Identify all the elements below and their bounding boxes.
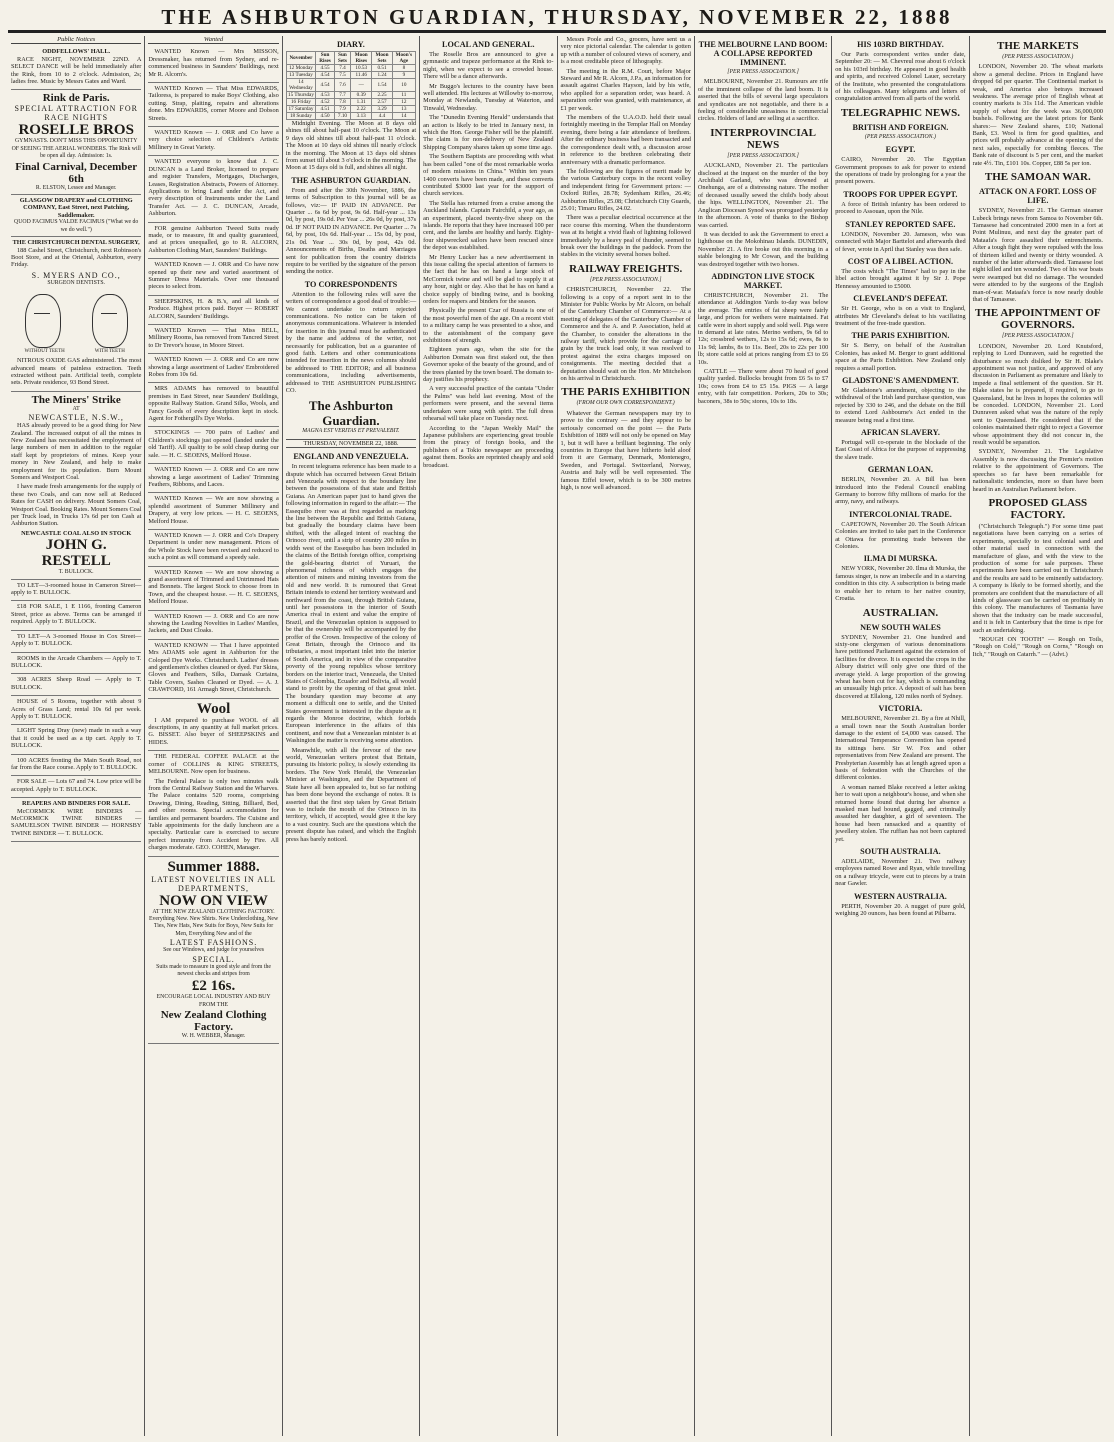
governors-heading: THE APPOINTMENT OF GOVERNORS. <box>974 307 1101 332</box>
ad-subheading: LATEST FASHIONS. <box>169 938 258 948</box>
news-text: BERLIN, November 20. A Bill has been introduced into the Federal Council enabling Germany to borrow fifty millions of marks for the army, navy, and railways. <box>835 476 966 506</box>
birthday-heading: HIS 103RD BIRTHDAY. <box>857 40 944 49</box>
diary-cell: 4.53 <box>316 92 335 99</box>
ad-text: 100 ACRES fronting the Main South Road, not far from the Race course. Apply to T. BULLOCK. <box>11 756 142 771</box>
ad-miners-strike <box>11 392 141 580</box>
news-paragraph: The following are the figures of merit made by the various Canterbury corps in the recent volley and independent firing for Government prizes: — Oxford Rifles, 28.78; Sydenham Rifles, 26.46; Ashburton Rifles, 25.08; Christchurch City Guards, 25.01; Timaru Rifles, 24.02. <box>560 167 691 212</box>
news-text: Mr Gladstone's amendment, objecting to the withdrawal of the Irish land purchase question, was rejected by 330 to 246, and the debate on the Bill to extend Lord Ashbourne's Act ended in the measure being read a first time. <box>835 386 966 424</box>
terms-heading: THE ASHBURTON GUARDIAN. <box>291 175 411 185</box>
ad-text: AT THE NEW ZEALAND CLOTHING FACTORY. <box>152 908 275 915</box>
ad-rooms <box>11 653 141 675</box>
news-text: Portugal will co-operate in the blockade of the East Coast of Africa for the purpose of suppressing the slave trade. <box>835 439 966 461</box>
diary-cell: 4.50 <box>316 113 335 120</box>
correspondents-text: Attention to the following rules will save the writers of correspondence a good deal of trouble:— We cannot undertake to return rejected communications. No notice can be taken of anonymous communications. Whatever is intended for insertion in this journal must be authenticated by the name and address of the writer, not necessarily for publication, but as a guarantee of good faith. Letters and other communications intended for insertion in the news columns should be addressed to THE EDITOR; and all business communications, including advertisements, addressed to THE ASHBURTON PUBLISHING CO. <box>285 290 417 394</box>
diary-body <box>286 65 415 120</box>
ad-text: NITROUS OXIDE GAS administered. The most advanced means of painless extraction. Teeth extracted without pain. Artificial teeth, complete sets. Private residence, 93 Bond Street. <box>11 357 142 387</box>
diary-row <box>286 72 415 79</box>
ad-heading: GLASGOW DRAPERY and CLOTHING COMPANY, East Street, next Patching, Saddlemaker. <box>19 197 133 219</box>
news-text: ADELAIDE, November 21. Two railway employees named Rowe and Ryan, while travelling on a railway tricycle, were cut to pieces by a train near Gawler. <box>835 858 966 888</box>
diary-cell: 7.10 <box>334 113 350 120</box>
news-text: MELBOURNE, November 21. By a fire at Nhill, a small town near the South Australian border damage to the extent of £4,000 was caused. The International Temperance Convention has opened its sittings here. Sir W. Fox and other representatives from New Zealand are present. The Presbyterian Assembly has at length agreed upon a basis of federation with the Churches of the different colonies. <box>835 715 966 782</box>
ad-text: 308 ACRES Sheep Road — Apply to T. BULLOCK. <box>11 676 142 691</box>
leader-text: In recent telegrams reference has been made to a dispute which has occurred between Great Britain and Venezuela with respect to the boundary line between the possessions of that state and British Guiana. An American paper just to hand gives the following information in regard to the affair:— The Essequibo river was at first regarded as marking the line between the Republic and British Guiana, but gradually the boundary claims have been shifted, with the alleged intent of reaching the Orinoco river, until a strip of country 200 miles in width west of the Essequibo has been included in the claims of the British foreign office, comprising the gold-bearing district of Yuruari, the phenomenal richness of which engages the attention of miners and mining investors from the old and new world. It is rumoured that Great Britain intends to extend her territory westward and northward from the coast, through British Guiana, until her possessions in the interior of South America rival in extent and value the empire of Brazil, and the Venezuelan opinion is supposed to be that the ownership will be accompanied by the proffer of the Crown. Irrespective of the colony of Great Britain, through the Orinoco and its tributaries, a most important inlet into the interior of South America, and in view of the comparative poverty of the young republics whose territory borders on the interior tract, Venezuela, the United States of Colombia, Ecuador and Bolivia, all would stand to profit by the opening of that great inlet. The boundary question may become at any moment a difficult one to settle, and the United States government is interested in the dispute as it regards the Monroe doctrine, which forbids European interference in the affairs of this continent, and now that a Venezuelan minister is at Washington the matter is receiving some attention. <box>285 463 417 745</box>
news-paragraph: Physically the present Czar of Russia is one of the most powerful men of the age. On a recent visit to a military camp he was presented to a shoe, and to the astonishment of the company gave exhibitions of strength. <box>423 307 554 345</box>
ad-text: WANTED KNOWN — That I have appointed Mrs ADAMS sole agent in Ashburton for the Coloped Dye Works. Christchurch. Ladies' dresses and gentlemen's clothes cleaned or dyed. Fur Skins, Gloves and Feathers, Silks, Damask Curtains, Table Covers, Sashes Cleaned or Dyed. — A. J. CRAWFORD, 161 Armagh Street, Christchurch. <box>148 641 279 694</box>
diary-cell: — <box>351 79 372 92</box>
governors-text: LONDON, November 20. Lord Knutsford, replying to Lord Dunraven, said he regretted the disturbance so much disliked by Sir H. Blake's appointment was not justice, and approved of any discussion in Parliament as premature and likely to impede a final settlement of the question. Sir H. Blake states he is prepared, if required, to go to Queensland, but he lives in hopes the colonies will be conceded. LONDON, November 21. Lord Dunraven asked what was the nature of the reply sent to Queensland. He considered that if the colonies maintained their right to reject a Governor whose appointment they did not concur in, the result would be separation. <box>972 342 1103 447</box>
paris-text: Whatever the German newspapers may try to prove to the contrary — and they appear to be seriously concerned on the point — the Paris Exhibition of 1889 will not only be opened on May 1, but it will have a brilliant beginning. The only countries in Europe that have hitherto held aloof from it are Germany, Denmark, Montenegro, Sweden, and Portugal. Switzerland, Norway, Austria and Italy will be well represented. The famous Eiffel tower, which is to be 300 metres high, is now well advanced. <box>560 409 691 491</box>
news-text: SYDNEY, November 21. One hundred and sixty-one clergymen of various denominations have petitioned Parliament against the extension of facilities for divorce. It is expected the crops in the Albury district will only give one third of the average yield. A large proportion of the growing wheat has been cut for hay, which is commanding an unusually high price. A deposit of salt has been discovered at Ellalong, 120 miles north of Sydney. <box>835 633 966 700</box>
ad-text: HOUSE of 5 Rooms, together with about 9 Acres of Grass Land; rental 10s 6d per week. Apply to T. BULLOCK. <box>11 698 142 720</box>
diary-cell: 2.57 <box>372 99 392 106</box>
ad-text: Everything New. New Shirts. New Underclothing, New Ties, New Hats, New Suits for Boys, New Suits for Men, Everything New and of the <box>148 915 279 937</box>
governors-sub: [PER PRESS ASSOCIATION.] <box>1001 333 1074 340</box>
ad-text: WANTED Known — That Miss EDWARDS, Tailoress, is prepared to make Boys' Clothing, also cutting. Strap, plaiting, repairs and alterations done. Mrs EDWARDS, corner Moore and Dobson Streets. <box>148 85 279 122</box>
ad-wanted <box>148 127 278 156</box>
ad-text: WANTED Known — Mrs MISSON, Dressmaker, has returned from Sydney, and re-commenced business in Saunders' Buildings, next Mr R. Alcorn's. <box>148 48 279 78</box>
ad-text: See our Windows, and judge for yourselves <box>163 947 265 954</box>
ad-text: ENCOURAGE LOCAL INDUSTRY AND BUY FROM THE <box>156 994 271 1008</box>
ad-text: W. H. WEBBER, Manager. <box>181 1033 246 1040</box>
diary-cell: 7.8 <box>334 99 350 106</box>
diary-cell: 10.53 <box>351 65 372 72</box>
leader-heading: ENGLAND AND VENEZUELA. <box>293 452 409 462</box>
ad-wanted <box>148 427 278 464</box>
diary-cell: 16 Friday <box>286 99 315 106</box>
diary-cell: 2.25 <box>372 92 392 99</box>
ad-text: Suits made to measure in good style and from the newest checks and stripes from <box>156 963 271 977</box>
caption: WITH TEETH <box>94 348 125 354</box>
diary-cell: 7.5 <box>334 72 350 79</box>
glass-text: ("Christchurch Telegraph.") For some time past negotiations have been carrying on a series of experiments, specially to test colonial sand and other material used in connection with the manufacture of glass, and with the view to the production of some for sale purposes. These experiments have been carried out in Christchurch and the results are said to be eminently satisfactory. A company is likely to be formed shortly, and the promoters are confident that the manufacture of all kinds of glassware can be carried on profitably in this colony. The manufactures of Tasmania have shown that the industry can be made successful, and it is felt in Canterbury that the time is ripe for such an undertaking. <box>972 522 1103 634</box>
ad-heading: The Miners' Strike <box>31 393 121 406</box>
ad-text: WANTED Known — We are now showing a splendid assortment of Summer Millinery and Drapery, at very low prices. — H. C. SEOENS, Melford House. <box>148 495 279 525</box>
diary-row <box>286 106 415 113</box>
ad-wanted <box>148 46 278 83</box>
ad-heading-large: Summer 1888. <box>167 858 260 875</box>
news-heading: STANLEY REPORTED SAFE. <box>845 219 956 229</box>
news-text: PERTH, November 20. A nugget of pure gold, weighing 20 ounces, has been found at Pilbarra. <box>835 902 966 918</box>
news-heading: ILMA DI MURSKA. <box>863 554 938 564</box>
news-heading: THE PARIS EXHIBITION. <box>851 331 950 341</box>
diary-row <box>286 79 415 92</box>
news-paragraph: The Stella has returned from a cruise among the Auckland Islands. Captain Fairchild, a year ago, as an experiment, placed twenty-five sheep on the islands. He reports that they have increased 100 per cent, and the lambs are healthy and hardy. Eighty-four shipwrecked sailors have been rescued since the depot was established. <box>423 199 554 252</box>
ad-text: T. BULLOCK. <box>58 569 94 576</box>
ad-subheading: SPECIAL ATTRACTION FOR RACE NIGHTS <box>14 104 138 123</box>
diary-cell: 15 Thursday <box>287 92 314 98</box>
ad-wanted <box>148 354 278 383</box>
ad-heading: New Zealand Clothing Factory. <box>160 1009 267 1034</box>
markets-text: LONDON, November 20. The wheat markets show a general decline. Prices in England have dropped 6d per quarter. The Continental market is weak, and America also betrays increased weakness. The average price of English wheat at country markets is 31s 11d. The American visible supply of wheat for the week was 36,000,000 bushels. Following are the latest prices for Bank shares:— New Zealand shares, £10; National Bank, £3. Wool is firm for good qualities, and prices will probably advance at the opening of the next sales, especially for combing fleeces. The Bank rate of discount is 5 per cent, and the market rate 4½. Tin, £101 10s. Copper, £88 5s per ton. <box>972 63 1103 167</box>
news-text: The costs which "The Times" had to pay in the libel action brought against it by Sir J. Pope Hennessy amounted to £5000. <box>835 267 966 290</box>
diary-cell: 3.13 <box>351 113 372 120</box>
diary-cell: 10 <box>392 79 416 92</box>
column-2 <box>145 36 282 1436</box>
news-paragraph: The meeting in the R.M. Court, before Major Steward and Mr R. Alcorn, J.P.s, an information for assault against Charles Hayson, laid by his wife, who applied for a separation order, was heard. A separation order was granted, with maintenance, at £1 per week. <box>560 67 691 112</box>
ad-reapers <box>11 798 141 842</box>
news-text: Sir H. George, who is on a visit to England, attributes Mr Cleveland's defeat to his vacillating treatment of the free-trade question. <box>835 305 966 327</box>
news-heading: EGYPT. <box>885 145 916 155</box>
ad-text: SHEEPSKINS, H. & B.'s, and all kinds of Produce. Highest prices paid. Buyer — ROBERT ALCORN, Saunders' Buildings. <box>148 297 279 320</box>
diary-cell: 0.51 <box>372 65 392 72</box>
ad-heading: NEWCASTLE, N.S.W., <box>28 413 124 423</box>
ad-text: THE FEDERAL COFFEE PALACE at the corner of COLLINS & KING STREETS, MELBOURNE. Now open for business. <box>148 753 279 776</box>
ad-wanted <box>148 83 278 127</box>
news-paragraph: The Roselle Bros are announced to give a gymnastic and trapeze performance at the Rink to-night, when we expect to see a crowded house. There will be a dance afterwards. <box>423 51 554 81</box>
interprovincial-heading: INTERPROVINCIAL NEWS <box>710 126 816 151</box>
diary-cell: 3.29 <box>372 106 392 113</box>
diary-cell: 17 Saturday <box>286 106 315 113</box>
railway-heading: RAILWAY FREIGHTS. <box>569 262 683 275</box>
column-5 <box>558 36 695 1436</box>
ad-text: MRS ADAMS has removed to beautiful premises in East Street, near Saunders' Buildings, opposite Rallway Station. Grand Silks, Wools, and Fancy Goods of every description kept in stock. Agent for Fothergill's Dye Works. <box>148 385 279 423</box>
ad-text: WANTED Known — J. ORR and Co are now showing a large assortment of Ladies' Trimming Feathers, Ribbons, and Laces. <box>148 466 279 488</box>
ad-text: TO LET—3-roomed house in Cameron Street—apply to T. BULLOCK. <box>11 581 142 597</box>
diary-cell: 4.54 <box>316 79 335 92</box>
ad-house <box>11 696 141 725</box>
ad-text: WANTED everyone to know that J. C. DUNCAN is a Land Broker, licensed to prepare and register Transfers, Mortgages, Discharges, Leases, Registration Abstracts, Powers of Attorney. Applications to bring Land under the Act, and every description of Instruments under the Land Transfer Act. — J. C. DUNCAN, Arcade, Ashburton. <box>148 158 279 218</box>
news-heading: VICTORIA. <box>878 704 923 714</box>
ad-heading-large: NOW ON VIEW <box>159 892 268 909</box>
news-text: LONDON, November 20. Jameson, who was connected with Major Barttelot and afterwards died of fever, wrote in April that Stanley was then safe. <box>835 230 966 253</box>
melbourne-sub: [PER PRESS ASSOCIATION.] <box>727 69 799 75</box>
dental-illustration <box>11 289 141 355</box>
diary-cell: 4.51 <box>316 106 335 113</box>
news-paragraph: Messrs Poole and Co., grocers, have sent us a very nice pictorial calendar. The calendar is gotten up with a number of coloured views of scenery, and is a most creditable piece of lithography. <box>560 36 691 66</box>
ad-heading-large: JOHN G. RESTELL <box>41 537 111 570</box>
interprovincial-sub: [PER PRESS ASSOCIATION.] <box>727 152 799 159</box>
news-paragraph: Mr Buggo's lectures to the country have been well attended. His lectures at Willowby to-morrow, Monday at Newlands, Tuesday at Waterton, and Tinwald, Wednesday. <box>423 82 554 112</box>
ad-sale <box>11 601 141 630</box>
diary-heading: DIARY. <box>337 40 365 49</box>
ad-heading: S. MYERS AND CO., <box>31 270 121 280</box>
melbourne-text: MELBOURNE, November 21. Rumours are rife of the imminent collapse of the land boom. It is asserted that the bills of several large speculators and syndicates are not negotiable, and there is a feeling of considerable uneasiness in commercial circles. Holders of land are selling at a sacrifice. <box>697 78 829 123</box>
samoa-sub: ATTACK ON A FORT. LOSS OF LIFE. <box>979 187 1097 206</box>
birthday-text: Our Paris correspondent writes under date, September 20: — M. Chevreul rose about 6 o'clock on his 103rd birthday. He appeared in good health and spirits, and received Colonel Lauer, secretary of the Institute, who presented the congratulations of his colleagues. Many telegrams and letters of congratulation arrived from all parts of the world. <box>835 51 966 103</box>
ad-heading: REAPERS AND BINDERS FOR SALE. <box>22 800 131 808</box>
diary-cell: 4.52 <box>316 99 335 106</box>
diary-cell: 12 <box>392 99 416 106</box>
telegraphic-sub: BRITISH AND FOREIGN. <box>852 122 949 132</box>
diary-column-header: Moon's Age <box>392 52 416 65</box>
diary-cell: 4.54 <box>316 72 335 79</box>
diary-column-header: Moon Sets <box>372 52 392 65</box>
ad-wanted <box>148 296 278 325</box>
ad-acres <box>11 755 141 777</box>
diary-column-header: November <box>286 52 315 65</box>
section-head: Public Notices <box>11 36 141 44</box>
diary-cell: 7.9 <box>334 106 350 113</box>
caption: WITHOUT TEETH <box>24 348 65 354</box>
ad-dental <box>11 237 141 392</box>
ad-coffee-palace <box>148 751 278 856</box>
diary-cell: 18 Sunday <box>286 113 315 120</box>
portrait-with-teeth <box>92 294 128 355</box>
ad-text: FOR SALE — Lots 67 and 74. Low price will be accepted. Apply to T. BULLOCK. <box>11 778 142 793</box>
dateline: THURSDAY, NOVEMBER 22, 1888. <box>286 439 416 448</box>
leader-text: Meanwhile, with all the fervour of the new world, Venezuelan writers protest that Britain, pursuing its historic policy, is slowly extending its borders. The New York Herald, the Venezuelan Minister at Washington, and the Department of State have all been appealed to, but so far nothing has been done beyond the exchange of notes. It is asserted that the first step taken by Great Britain was to include the mouth of the Orinoco in its territory, which, if accepted, would give it the key to a vast country. Such are the questions which the present dispute has raised, and which the English press has barely noticed. <box>285 746 417 843</box>
ad-wanted <box>148 223 278 260</box>
nameplate: The Ashburton Guardian. <box>308 398 394 429</box>
ad-text: NEWCASTLE COAL ALSO IN STOCK <box>21 529 132 537</box>
column-8 <box>970 36 1106 1436</box>
press-association: (PER PRESS ASSOCIATION.) <box>864 133 936 140</box>
ad-text: LIGHT Spring Dray (new) made in such a way that it could be used as a tip cart. Apply to T. BULLOCK. <box>11 727 142 750</box>
diary-cell: 13 <box>392 106 416 113</box>
diary-cell: 1.54 <box>372 79 392 92</box>
railway-text: CHRISTCHURCH, November 22. The following is a copy of a report sent in to the Minister for Public Works by Mr Alcorn, on behalf of the Canterbury Chamber of Commerce:— At a meeting of delegates of the Canterbury Chamber of Commerce and the A. and P. Association, held at the Chamber, to consider the alterations in the railway tariff, which provide for the carriage of grain by the truck load only, it was resolved to protest against the extra charges imposed on consignments. The meeting decided that a deputation should wait on the Hon. Mr Mitchelson on his arrival in Christchurch. <box>560 286 691 383</box>
ad-price: £2 16s. <box>191 978 236 995</box>
ad-heading: Final Carnival, December 6th <box>15 160 138 185</box>
ad-heading: THE CHRISTCHURCH DENTAL SURGERY, <box>12 239 140 247</box>
diary-cell: 1.31 <box>351 99 372 106</box>
ad-text: 188 Cashel Street, Christchurch, next Robinson's Boot Store, and at the Oriental, Ashburton, every Friday. <box>11 246 142 269</box>
news-heading: GERMAN LOAN. <box>867 465 933 475</box>
ad-acres <box>11 674 141 696</box>
diary-cell: 11.46 <box>351 72 372 79</box>
diary-header-row <box>286 52 415 65</box>
ad-clothing-factory <box>148 857 278 1044</box>
ad-glasgow <box>11 195 141 237</box>
railway-sub: [PER PRESS ASSOCIATION.] <box>589 276 662 283</box>
ad-text: WANTED Known — J. ORR and Co are now showing a large assortment of Ladies' Embroidered Robes from 10s 6d. <box>148 356 279 379</box>
terms-text: From and after the 30th November, 1886, the terms of Subscription to this journal will be as follows, viz:— IF PAID IN ADVANCE. Per Quarter ... 6s 6d by post, 9s 6d. Half-year ... 13s 0d, by post, 19s 0d. Per Year ... 26s 0d, by post, 37s 0d. IF NOT PAID IN ADVANCE. Per Quarter ... 7s 6d, by post, 10s 6d. Half-year ... 15s 0d, by post, 21s 0d. Year ... 30s 0d, by post, 42s 0d. Announcements of Births, Deaths and Marriages sent for publication from the country districts require to be verified by the signature of the person sending the notice. <box>285 186 417 276</box>
diary-note: Midnight Evening. The Moon at 8 days old shines till about half-past 10 o'clock. The Moon at 9 days old shines till about half-past 11 o'clock. The Moon at 10 days old shines till nearly o'clock in the morning. The Moon at 13 days old shines from sunset till about 3 o'clock in the morning. The Moon at 15 days old is full, and shines all night. <box>285 120 417 172</box>
ad-text: R. ELSTON, Lessee and Manager. <box>35 184 117 191</box>
diary-cell: 9 <box>392 72 416 79</box>
column-7 <box>832 36 969 1436</box>
diary-cell: 11 <box>392 92 416 99</box>
australian-heading: AUSTRALIAN. <box>862 606 939 619</box>
diary-row <box>286 92 415 99</box>
ad-text: GYMNASTS. DON'T MISS THIS OPPORTUNITY OF SEEING THE AERIAL WONDERS. The Rink will be open all day. Admission: 1s. <box>11 138 141 160</box>
ad-text: FOR genuine Ashburton Tweed Suits ready made, or to measure, fit and quality guaranteed, and at prices unequalled, go to R. ALCORN, Ashburton Clothing Mart, Saunders' Buildings. <box>148 224 279 254</box>
paris-sub: (FROM OUR OWN CORRESPONDENT.) <box>576 400 675 407</box>
news-paragraph: There was a peculiar electrical occurrence at the race course this morning. When the thunderstorm was at its height a vivid flash of lightning followed immediately by a heavy peal of thunder, seemed to break over the buildings in the paddock. From the stables in the vicinity several horses bolted. <box>560 214 691 259</box>
ad-text: WANTED Known — We are now showing a grand assortment of Trimmed and Untrimmed Hats and Bonnets. The largest Stock to choose from in Town, and the cheapest house. — H. C. SEOENS, Melford House. <box>148 568 279 606</box>
news-paragraph: Eighteen years ago, when the site for the Ashburton Domain was first staked out, the then Governor spoke of the beauty of the ground, and of the trees planted by the town board. The domain to-day justifies his prophecy. <box>423 346 554 384</box>
ad-let <box>11 631 141 653</box>
diary-cell: 12 Monday <box>286 65 315 72</box>
ad-text: AT <box>72 405 80 412</box>
governors-text: SYDNEY, November 21. The Legislative Assembly is now discussing the Premier's motion relative to the appointment of Governors. The speeches so far have been remarkable for nationalistic tendencies, more so than have been heard in an Australian Parliament before. <box>972 448 1103 493</box>
ad-wanted <box>148 383 278 427</box>
diary-cell: 7.6 <box>334 79 350 92</box>
portrait-without-teeth <box>25 294 65 355</box>
ad-wanted <box>148 464 278 493</box>
diary-cell: 0.39 <box>351 92 372 99</box>
ad-text: WANTED Known — J. ORR and Co have now opened up their new and varied assortment of Summer Dress Materials. Over one thousand pieces to select from. <box>148 261 279 291</box>
column-3 <box>283 36 420 1436</box>
ad-text: ROOMS in the Arcade Chambers — Apply to T. BULLOCK. <box>11 654 142 669</box>
local-heading: LOCAL AND GENERAL. <box>442 40 535 49</box>
ad-rink <box>11 90 141 195</box>
diary-cell: 14 <box>392 113 416 120</box>
masthead <box>8 4 1106 32</box>
news-paragraph: A very successful practice of the cantata "Under the Palms" was held last evening. Most of the performers were present, and the several items undertaken were sung with spirit. The full dress rehearsal will take place on Tuesday next. <box>423 385 554 423</box>
news-heading: NEW SOUTH WALES <box>860 622 941 632</box>
ad-text: WANTED Known — J. ORR and Co are now showing the Leading Novelties in Ladies' Mantles, Jackets, and Dust Cloaks. <box>148 612 279 635</box>
ad-wanted <box>148 640 278 699</box>
news-text: Sir S. Berry, on behalf of the Australian Colonies, has asked M. Berger to grant additional space at the Paris Exhibition. New Zealand only requires a small portion. <box>835 342 966 372</box>
ad-text: WANTED Known — J. ORR and Co's Drapery Department is under new management. Prices of the Whole Stock have been revised and reduced to such a point as will command a speedy sale. <box>148 531 279 562</box>
masthead-title: THE ASHBURTON GUARDIAN, THURSDAY, NOVEMBER 22, 1888 <box>161 4 953 29</box>
ad-wanted <box>148 611 278 640</box>
ad-wanted <box>148 493 278 530</box>
ad-let <box>11 580 141 602</box>
ad-text: The Federal Palace is only two minutes walk from the Central Railway Station and the Wharves. The Palace contains 520 rooms, comprising Drawing, Dining, Reading, Sitting, Billiard, Bed, and other rooms. Special accommodation for families and permanent boarders. The Cuisine and Table appointments for the daily luncheon are a specialty. Particular care is exercised to secure perfect immunity from Accident by Fire. All charges moderate. GEO. COHEN, Manager. <box>148 777 279 852</box>
addington-text: CHRISTCHURCH, November 21. The attendance at Addington Yards to-day was below the average. The entries of fat sheep were fairly large, and prices for wethers were maintained. Fat cattle were in short supply and sold well. Pigs were in demand at late rates. Merino wethers, 9s 6d to 12s; crossbred wethers, 12s to 15s 6d; ewes, 8s to 11s 9d; lambs, 8s to 11s. Beef, 20s to 22s per 100 lb; store cattle sold at prices ranging from £3 to £6 10s. <box>697 291 829 366</box>
ad-subheading: LATEST NOVELTIES IN ALL DEPARTMENTS, <box>151 874 276 893</box>
diary-cell: 14 Wednesday <box>286 79 315 92</box>
ad-text: STOCKINGS — 700 pairs of Ladies' and Children's stockings just opened (landed under the old Tariff). All quality to be sold cheap during our sale. — H. C. SEOENS, Melford House. <box>148 429 279 459</box>
column-6 <box>695 36 832 1436</box>
ad-wanted <box>148 530 278 567</box>
ad-text: I AM prepared to purchase WOOL of all descriptions, in any quantity at full market prices. G. BISSET. Also buyer of SHEEPSKINS and HIDES. <box>148 716 279 746</box>
ad-wanted <box>148 325 278 354</box>
ad-subheading: SPECIAL. <box>192 954 235 964</box>
interprovincial-text: AUCKLAND, November 21. The particulars disclosed at the inquest on the murder of the boy Archibald Garland, who was drowned at Onehunga, are of a distressing nature. The mother of deceased usually sewed the child's body about the hips. WELLINGTON, November 21. The Anglican Diocesan Synod was prorogued yesterday in the afternoon. A vote of thanks to the Bishop was carried. <box>697 162 829 229</box>
news-paragraph: The members of the U.A.O.D. held their usual fortnightly meeting in the Templar Hall on Monday evening, there being a fair attendance of brethren. After the ordinary business had been transacted and the correspondence dealt with, a discussion arose in reference to the brethren celebrating their anniversary with a dramatic performance. <box>560 114 691 166</box>
ad-text: TO LET—A 3-roomed House in Cox Street—Apply to T. BULLOCK. <box>11 632 142 648</box>
glass-heading: PROPOSED GLASS FACTORY. <box>988 496 1088 521</box>
diary-cell: 1.24 <box>372 72 392 79</box>
face-icon <box>25 294 61 348</box>
samoa-heading: THE SAMOAN WAR. <box>984 171 1091 184</box>
news-heading: INTERCOLONIAL TRADE. <box>849 509 952 519</box>
diary-row <box>286 113 415 120</box>
diary-cell: 7.7 <box>334 92 350 99</box>
ad-text: RACE NIGHT, NOVEMBER 22ND. A SELECT DANCE will be held immediately after the Rink, from 10 to 2 o'clock. Admission, 2s; ladies free. Music by Messrs Gates and Ward. <box>11 55 142 86</box>
news-paragraph: The Southern Baptists are proceeding with what has been called "one of the most remarkable works of modern missions in China." Within ten years 1400 converts have been made, and these converts contributed $3000 last year for the support of church services. <box>423 153 554 198</box>
news-heading: COST OF A LIBEL ACTION. <box>847 256 954 266</box>
melbourne-heading: THE MELBOURNE LAND BOOM: A COLLAPSE REPORTED IMMINENT. <box>698 40 828 67</box>
news-text: A force of British infantry has been ordered to proceed to Assouan, upon the Nile. <box>835 200 966 216</box>
news-text: A woman named Blake received a letter asking her to wait upon a neighbour's house, and when she returned home found that during her absence a masked man had bound, gagged, and criminally assaulted her daughter, a girl of seventeen. The house had been ransacked and a quantity of jewellery stolen. The ruffian has not been captured yet. <box>835 783 966 843</box>
correspondents-heading: TO CORRESPONDENTS <box>304 279 398 289</box>
telegraphic-heading: TELEGRAPHIC NEWS. <box>840 106 961 119</box>
diary-column-header: Moon Rises <box>351 52 372 65</box>
markets-heading: THE MARKETS <box>997 40 1079 52</box>
ad-text: I have made fresh arrangements for the supply of these two Coals, and can now sell at Reduced Rates for CASH on delivery. Mount Somers Coal, Westport Coal. Booking Rates. Mount Somers Coal per Truck load, in Trucks 17s 6d per ton Cash at Ashburton Station. <box>11 483 142 528</box>
ad-oddfellows <box>11 46 141 90</box>
ad-text: WANTED Known — J. ORR and Co have a very choice selection of Children's Artistic Millinery in Great Variety. <box>148 129 279 151</box>
diary-cell: 2.22 <box>351 106 372 113</box>
column-4 <box>420 36 557 1436</box>
diary-row <box>286 65 415 72</box>
diary-cell: 13 Tuesday <box>286 72 315 79</box>
advertisement-text: "ROUGH ON TOOTH" — Rough on Toils, "Rough on Cold," "Rough on Corns," "Rough on Itch," "Rough on Catarrh." — (Advt.) <box>972 636 1103 658</box>
diary-table <box>286 51 416 120</box>
ad-wanted <box>148 567 278 611</box>
samoa-text: SYDNEY, November 21. The German steamer Lubeck brings news from Samoa to November 6th. Tamasese had concentrated 2000 men in a fort at Point Mulinuu, and next day the greater part of Mataafa's force assaulted their entrenchments. After a tough fight they were repulsed with the loss of thirteen killed and twenty or thirty wounded. A number of the latter afterwards died. Tamasese lost eight killed and ten wounded. Two of his war boats were swamped but did no damage. The wounded were attended to by the surgeons of the English man-of-war. Mataafa's force is now nearly double that of Tamasese. <box>972 207 1103 303</box>
news-heading: AFRICAN SLAVERY. <box>861 428 940 437</box>
ad-lots <box>11 776 141 798</box>
ad-spring-dray <box>11 725 141 754</box>
news-paragraph: The "Dunedin Evening Herald" understands that an action is likely to be tried in January next, in which the Hon. George Fisher will be the plaintiff. The claim is for non-delivery of New Zealand Shipping Company shares taken up some time ago. <box>423 114 554 151</box>
motto: MAGNA EST VERITAS ET PREVALEBIT. <box>302 428 400 435</box>
news-text: NEW YORK, November 20. Ilma di Murska, the famous singer, is now an imbecile and in a starving condition in this city. A subscription is being made to enable her to return to her native country, Croatia. <box>835 565 966 603</box>
news-heading: CLEVELAND'S DEFEAT. <box>853 294 948 304</box>
masthead-rule <box>8 32 1106 33</box>
ad-wanted <box>148 156 278 222</box>
diary-cell: 4.55 <box>316 65 335 72</box>
diary-column-header: Sun Sets <box>334 52 350 65</box>
ad-text: McCORMICK WIRE BINDERS — McCORMICK TWINE BINDERS — SAMUELSON TWINE BINDER — HORNSBY TWINE BINDER — T. BULLOCK. <box>11 807 142 837</box>
news-heading: TROOPS FOR UPPER EGYPT. <box>843 189 958 199</box>
ad-wool <box>148 699 278 752</box>
diary-column-header: Sun Rises <box>316 52 335 65</box>
news-text: CAPETOWN, November 20. The South African Colonies are invited to take part in the Conference at Ottawa for promoting trade between the Colonies. <box>835 520 966 551</box>
ad-heading: Rink de Paris. <box>42 92 110 105</box>
news-text: CAIRO, November 20. The Egyptian Government proposes to ask for power to extend the operations of trade by prolonging for a year the present powers. <box>835 156 966 186</box>
diary-cell: 4.4 <box>372 113 392 120</box>
ad-text: HAS already proved to be a good thing for New Zealand. The increased output of all the mines in New Zealand has necessitated the employment of large numbers of men in addition to the regular staff kept by proprietors of mines. Keep your money in New Zealand, and help to make employment for its population. Burn Mount Somers and Westport Coal. <box>11 422 142 481</box>
news-heading: GLADSTONE'S AMENDMENT. <box>842 375 959 385</box>
diary-row <box>286 99 415 106</box>
column-1 <box>8 36 145 1436</box>
paris-heading: THE PARIS EXHIBITION <box>561 386 691 399</box>
news-heading: SOUTH AUSTRALIA. <box>860 847 941 857</box>
diary-cell: 8 <box>392 65 416 72</box>
ad-text: QUOD FACIMUS VALDE FACIMUS ("What we do we do well.") <box>14 219 139 233</box>
ad-heading-large: Wool <box>196 700 231 717</box>
ad-text: £18 FOR SALE, 1 E 1166, fronting Cameron Street, price as above. Terms can be arranged if required. Apply to T. BULLOCK. <box>11 603 142 626</box>
addington-heading: ADDINGTON LIVE STOCK MARKET. <box>711 271 815 290</box>
news-paragraph: According to the "Japan Weekly Mail" the Japanese publishers are experiencing great trouble from the piracy of foreign books, and the publishers of a Tokio newspaper are proceeding against them. Books are reprinted cheaply and sold broadcast. <box>423 424 554 469</box>
news-paragraph: Mr Henry Lucker has a new advertisement in this issue calling the special attention of farmers to the fact that he has on hand a large stock of McCormick twine and will be glad to supply it at any hour, night or day. Also that he has on hand a choice supply of binding twine, and is booking orders for reapers and binders for the season. <box>423 253 554 305</box>
columns <box>8 36 1106 1436</box>
section-head: Wanted <box>148 36 278 44</box>
ad-text: WANTED Known — That Miss BELL, Millinery Rooms, has removed from Tancred Street to Dr Trevor's house, in Moore Street. <box>148 327 279 349</box>
diary-cell: 7.4 <box>334 65 350 72</box>
ad-wanted <box>148 259 278 296</box>
ad-heading: ODDFELLOWS' HALL. <box>42 48 111 56</box>
ad-text: SURGEON DENTISTS. <box>47 279 106 286</box>
markets-sub: (PER PRESS ASSOCIATION.) <box>1002 54 1074 60</box>
interprovincial-text: It was decided to ask the Government to erect a lighthouse on the Mokohinau Islands. DUNEDIN, November 21. A fire broke out this morning in a stable belonging to Mr Cowan, and the building was destroyed together with two horses. <box>697 230 829 268</box>
ad-heading-large: ROSELLE BROS <box>18 122 134 139</box>
addington-text: CATTLE — There were about 70 head of good quality yarded. Bullocks brought from £6 5s to £7 10s; cows from £4 to £5 15s. PIGS — A large entry, with fair competition. Porkers, 20s to 30s; baconers, 38s to 50s; stores, 10s to 18s. <box>697 368 829 405</box>
news-heading: WESTERN AUSTRALIA. <box>854 891 947 901</box>
face-icon <box>92 294 128 348</box>
